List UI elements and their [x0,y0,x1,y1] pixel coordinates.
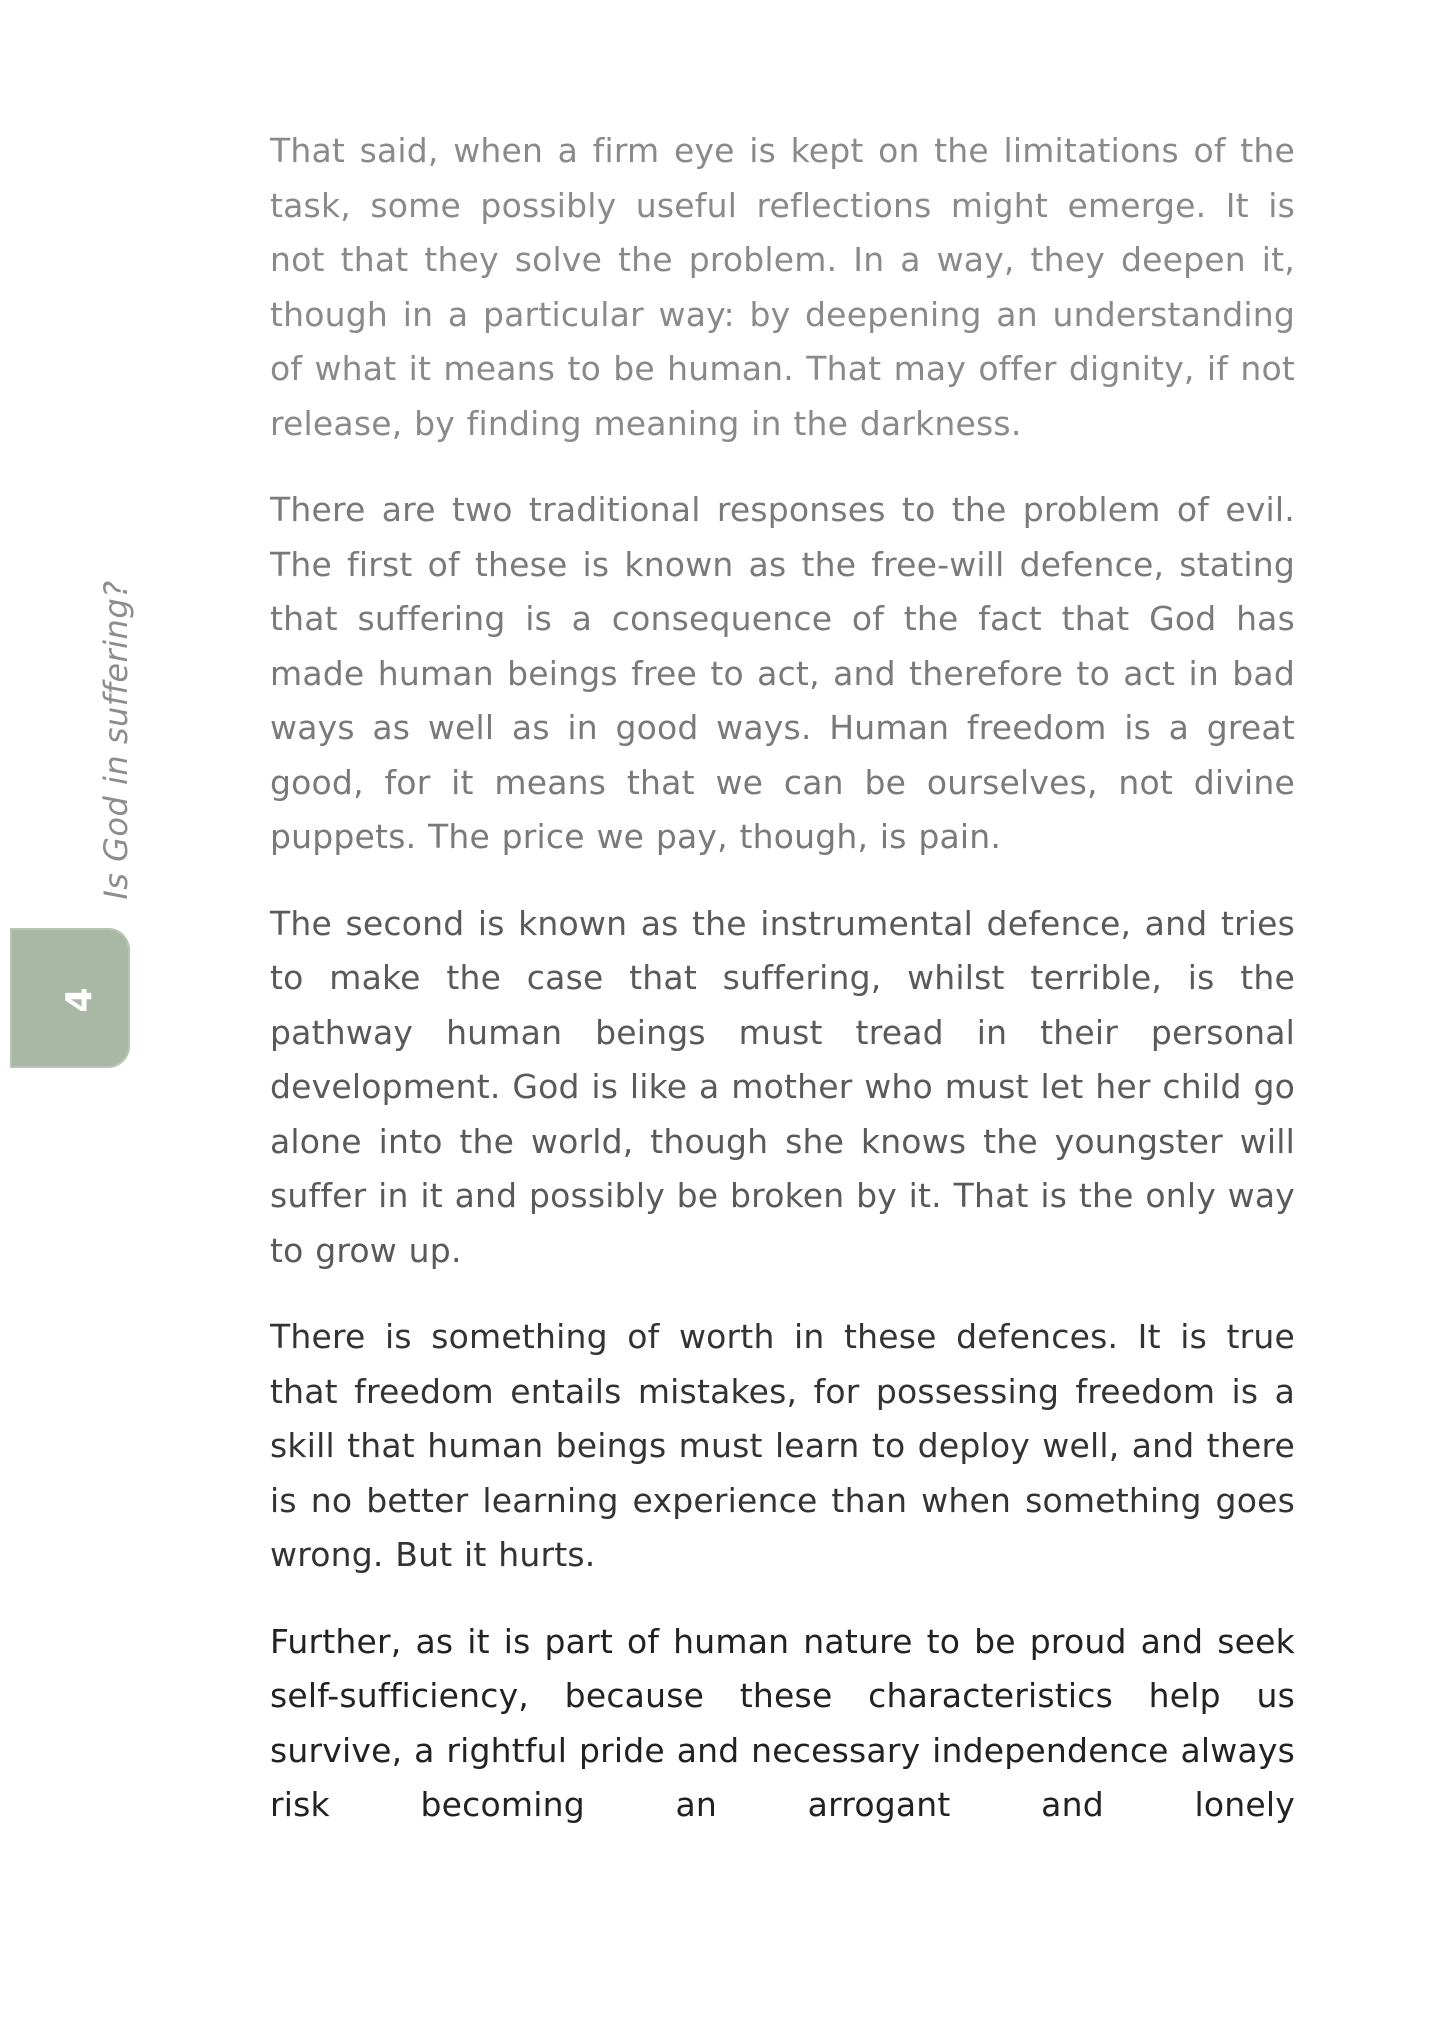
paragraph: The second is known as the instrumental defence, and tries to make the case that suffering, whilst terrible, is the pathway human beings must tread in their personal development. God is like a mother who must let her child go alone into the world, though she knows the youngster will suffer in it and possibly be broken by it. That is the only way to grow up. [270,903,1295,1270]
chapter-running-title: Is God in suffering? [97,580,135,900]
paragraph: That said, when a firm eye is kept on the limitations of the task, some possibly useful reflections might emerge. It is not that they solve the problem. In a way, they deepen it, though in a particular way: by deepening an understanding of what it means to be human. That may offer dignity, if not release, by finding meaning in the darkness. [270,131,1295,443]
body-text [270,124,1295,1833]
paragraph: There is something of worth in these defences. It is true that freedom entails mistakes, for possessing freedom is a skill that human beings must learn to deploy well, and there is no better learning experience than when something goes wrong. But it hurts. [270,1317,1295,1574]
paragraph: Further, as it is part of human nature to be proud and seek self-sufficiency, because these characteristics help us survive, a rightful pride and necessary independence always risk becoming an arrogant and lonely [270,1621,1295,1824]
chapter-number: 4 [59,987,100,1013]
paragraph: There are two traditional responses to the problem of evil. The first of these is known as the free-will defence, stating that suffering is a consequence of the fact that God has made human beings free to act, and therefore to act in bad ways as well as in good ways. Human freedom is a great good, for it means that we can be ourselves, not divine puppets. The price we pay, though, is pain. [270,490,1295,856]
